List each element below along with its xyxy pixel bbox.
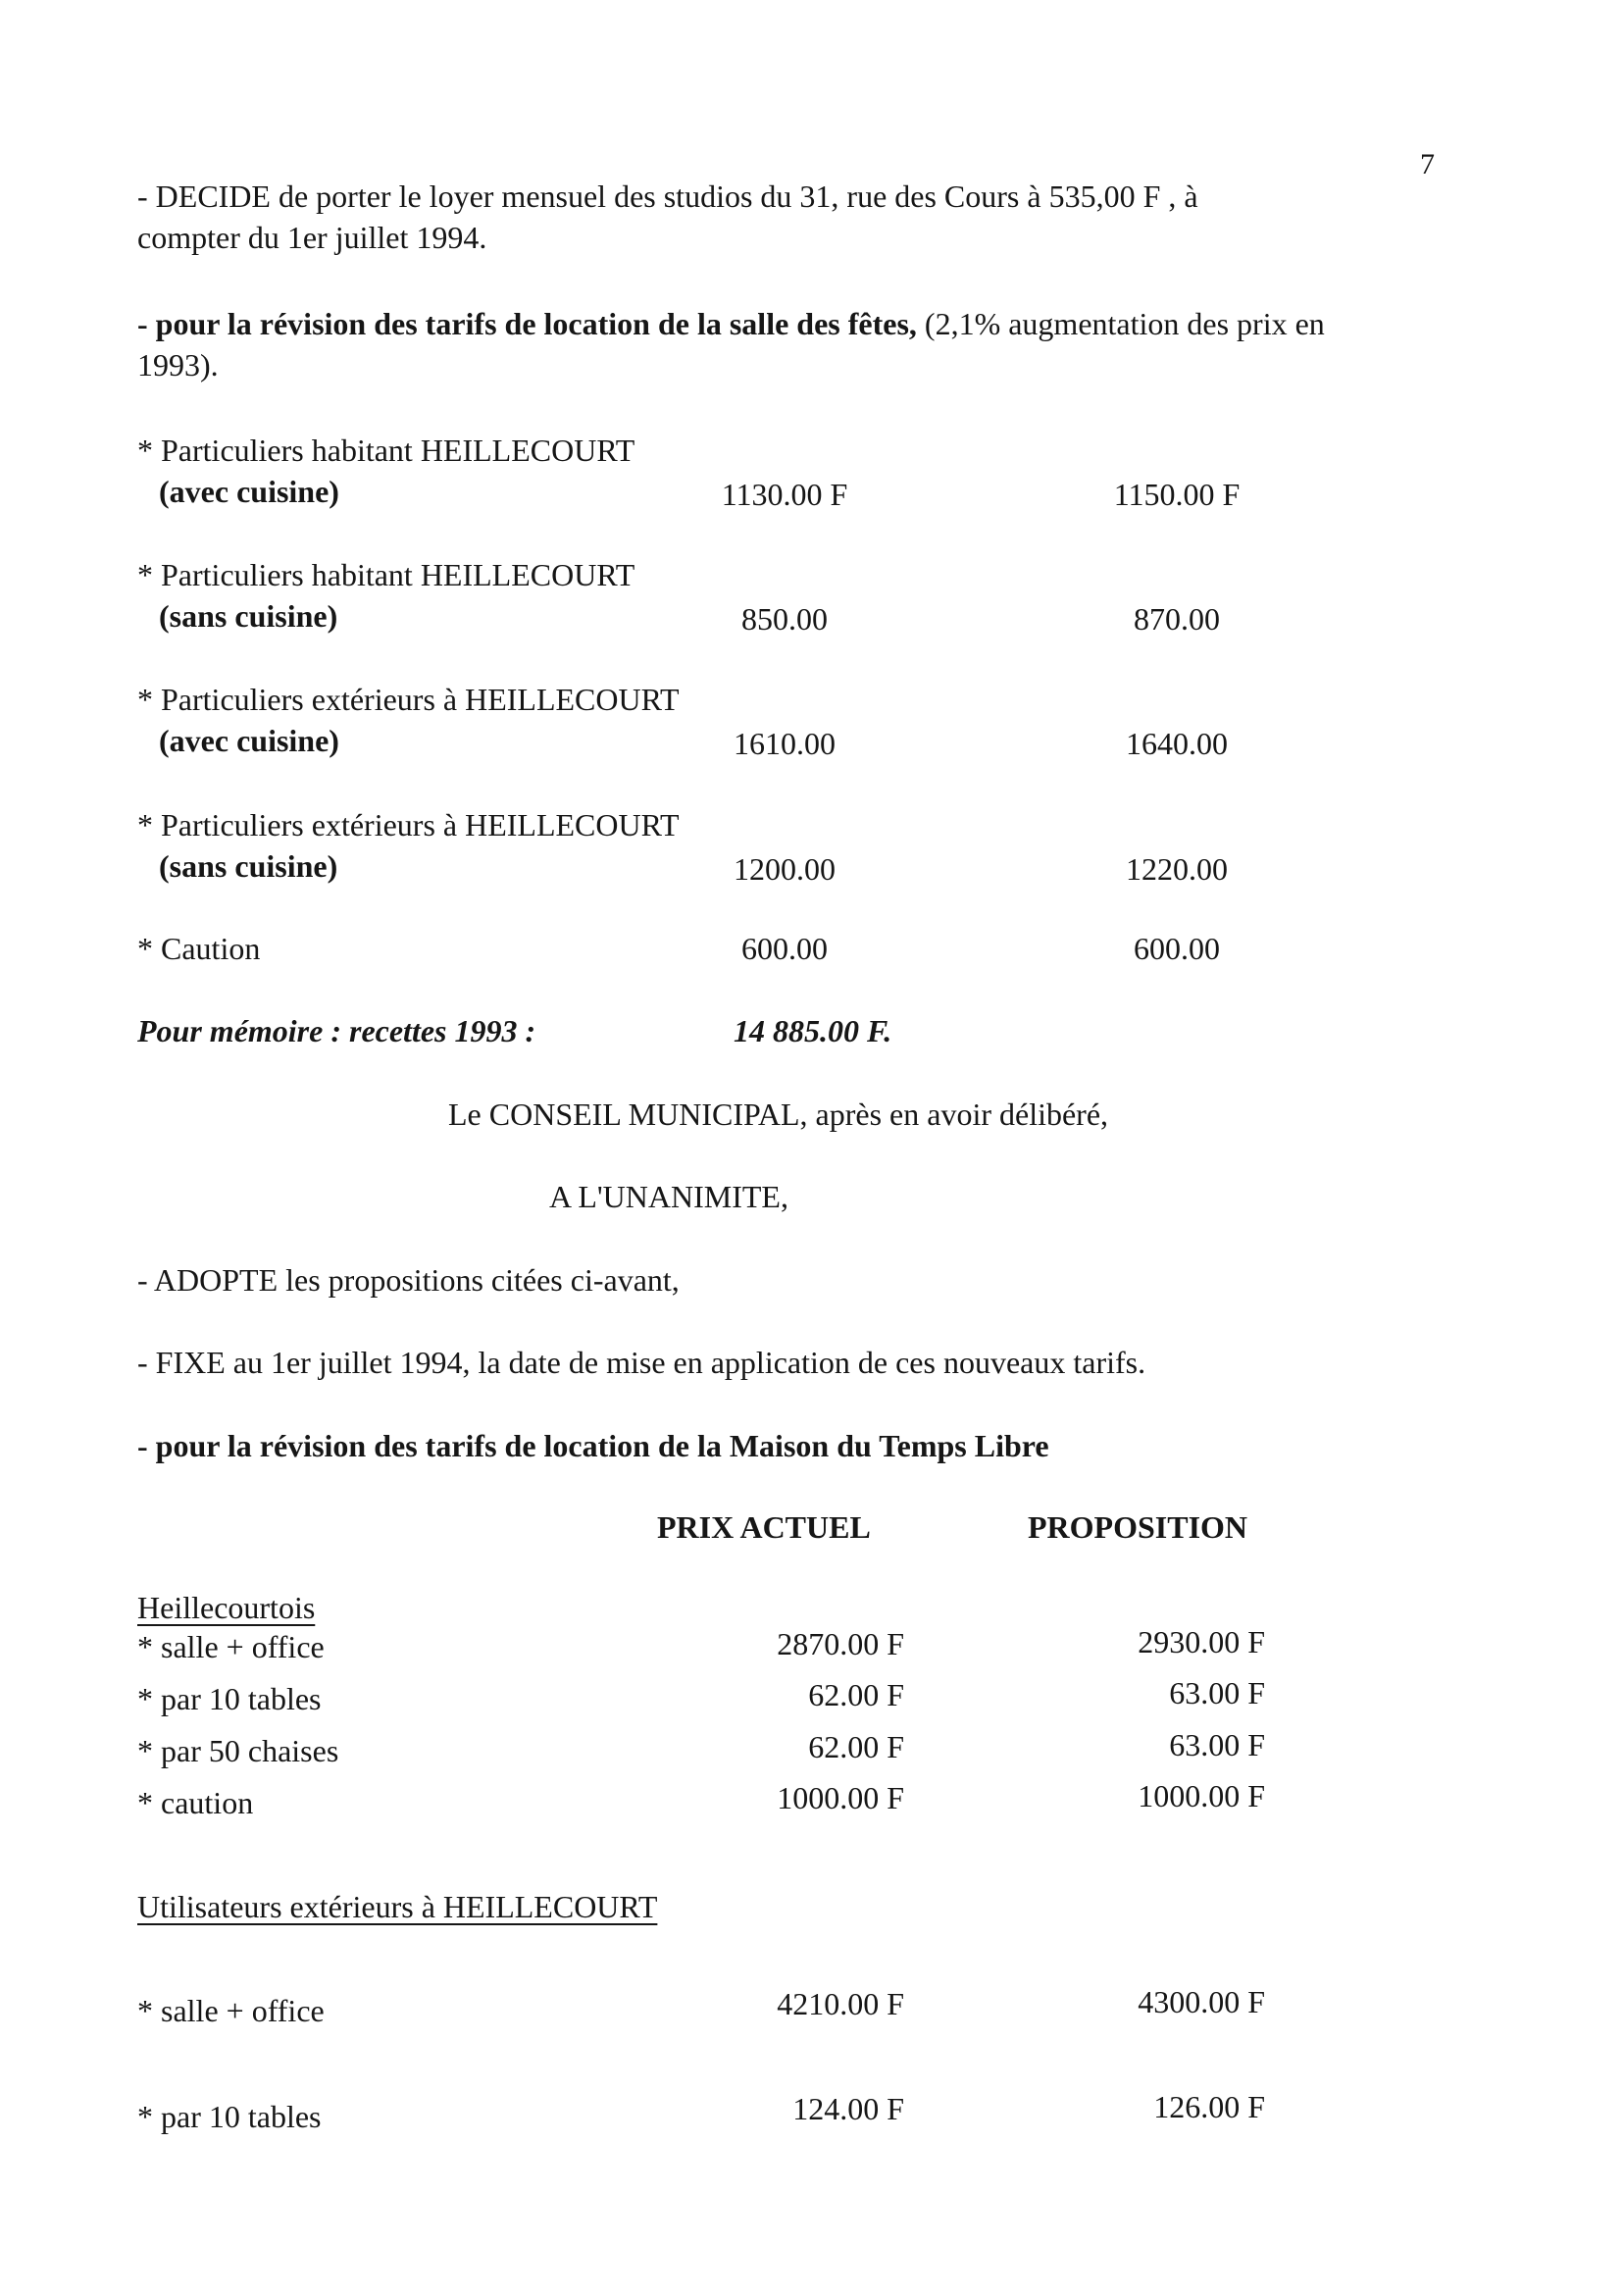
salle-row-actuel: 1200.00 (734, 851, 836, 887)
salle-row-sub: (sans cuisine) (159, 598, 338, 634)
memo-value: 14 885.00 F. (734, 1013, 892, 1048)
maison-row-actuel: 2870.00 F (777, 1626, 904, 1661)
salle-row-actuel: 1130.00 F (721, 477, 848, 512)
salle-row-proposition: 1220.00 (1126, 851, 1228, 887)
conseil-text: Le CONSEIL MUNICIPAL, après en avoir délibéré, (448, 1097, 1109, 1132)
col-header-actuel: PRIX ACTUEL (657, 1509, 871, 1545)
col-header-proposition: PROPOSITION (1028, 1509, 1248, 1545)
maison-row-label: * salle + office (137, 1629, 325, 1664)
maison-row-actuel: 62.00 F (808, 1729, 904, 1764)
salle-row-actuel: 850.00 (741, 601, 828, 637)
salle-row-label: * Particuliers extérieurs à HEILLECOURT (137, 807, 680, 842)
salle-fetes-heading-line-2: 1993). (137, 347, 219, 383)
studios-line-2: compter du 1er juillet 1994. (137, 220, 487, 255)
group-exterieurs-title: Utilisateurs extérieurs à HEILLECOURT (137, 1889, 658, 1924)
maison-row-actuel: 1000.00 F (777, 1780, 904, 1815)
maison-row-proposition: 1000.00 F (1138, 1778, 1265, 1813)
maison-row-proposition: 2930.00 F (1138, 1624, 1265, 1659)
maison-row-proposition: 63.00 F (1169, 1727, 1265, 1762)
maison-row-label: * caution (137, 1785, 254, 1820)
fixe-text: - FIXE au 1er juillet 1994, la date de mise en application de ces nouveaux tarifs. (137, 1345, 1146, 1380)
memo-label: Pour mémoire : recettes 1993 : (137, 1013, 536, 1048)
adopte-text: - ADOPTE les propositions citées ci-avant, (137, 1262, 680, 1298)
salle-row-sub: (sans cuisine) (159, 848, 338, 884)
maison-row-label: * par 10 tables (137, 2099, 322, 2134)
maison-row-label: * salle + office (137, 1993, 325, 2028)
salle-row-label: * Particuliers habitant HEILLECOURT (137, 433, 635, 468)
salle-row-label: * Particuliers extérieurs à HEILLECOURT (137, 682, 680, 717)
caution-actuel: 600.00 (741, 931, 828, 966)
group-heillecourtois-title: Heillecourtois (137, 1590, 316, 1625)
salle-row-actuel: 1610.00 (734, 726, 836, 761)
studios-line-1: - DECIDE de porter le loyer mensuel des studios du 31, rue des Cours à 535,00 F , à (137, 179, 1198, 214)
maison-row-proposition: 126.00 F (1153, 2089, 1265, 2124)
salle-row-label: * Particuliers habitant HEILLECOURT (137, 557, 635, 592)
salle-row-proposition: 1150.00 F (1113, 477, 1241, 512)
maison-row-actuel: 124.00 F (792, 2091, 904, 2126)
maison-row-label: * par 50 chaises (137, 1733, 339, 1768)
maison-row-actuel: 4210.00 F (777, 1986, 904, 2021)
maison-heading: - pour la révision des tarifs de location de la Maison du Temps Libre (137, 1428, 1049, 1463)
caution-label: * Caution (137, 931, 261, 966)
maison-row-label: * par 10 tables (137, 1681, 322, 1716)
salle-fetes-heading (137, 304, 1325, 343)
caution-proposition: 600.00 (1134, 931, 1220, 966)
salle-row-proposition: 1640.00 (1126, 726, 1228, 761)
salle-fetes-heading-bold: - pour la révision des tarifs de location de la salle des fêtes, (137, 306, 917, 341)
salle-row-sub: (avec cuisine) (159, 474, 339, 509)
salle-row-sub: (avec cuisine) (159, 723, 339, 758)
maison-row-actuel: 62.00 F (808, 1677, 904, 1712)
unanimite-text: A L'UNANIMITE, (549, 1179, 788, 1214)
page-number: 7 (1420, 148, 1435, 180)
maison-row-proposition: 4300.00 F (1138, 1984, 1265, 2019)
salle-fetes-heading-rest: (2,1% augmentation des prix en (916, 306, 1325, 341)
maison-row-proposition: 63.00 F (1169, 1675, 1265, 1710)
salle-row-proposition: 870.00 (1134, 601, 1220, 637)
